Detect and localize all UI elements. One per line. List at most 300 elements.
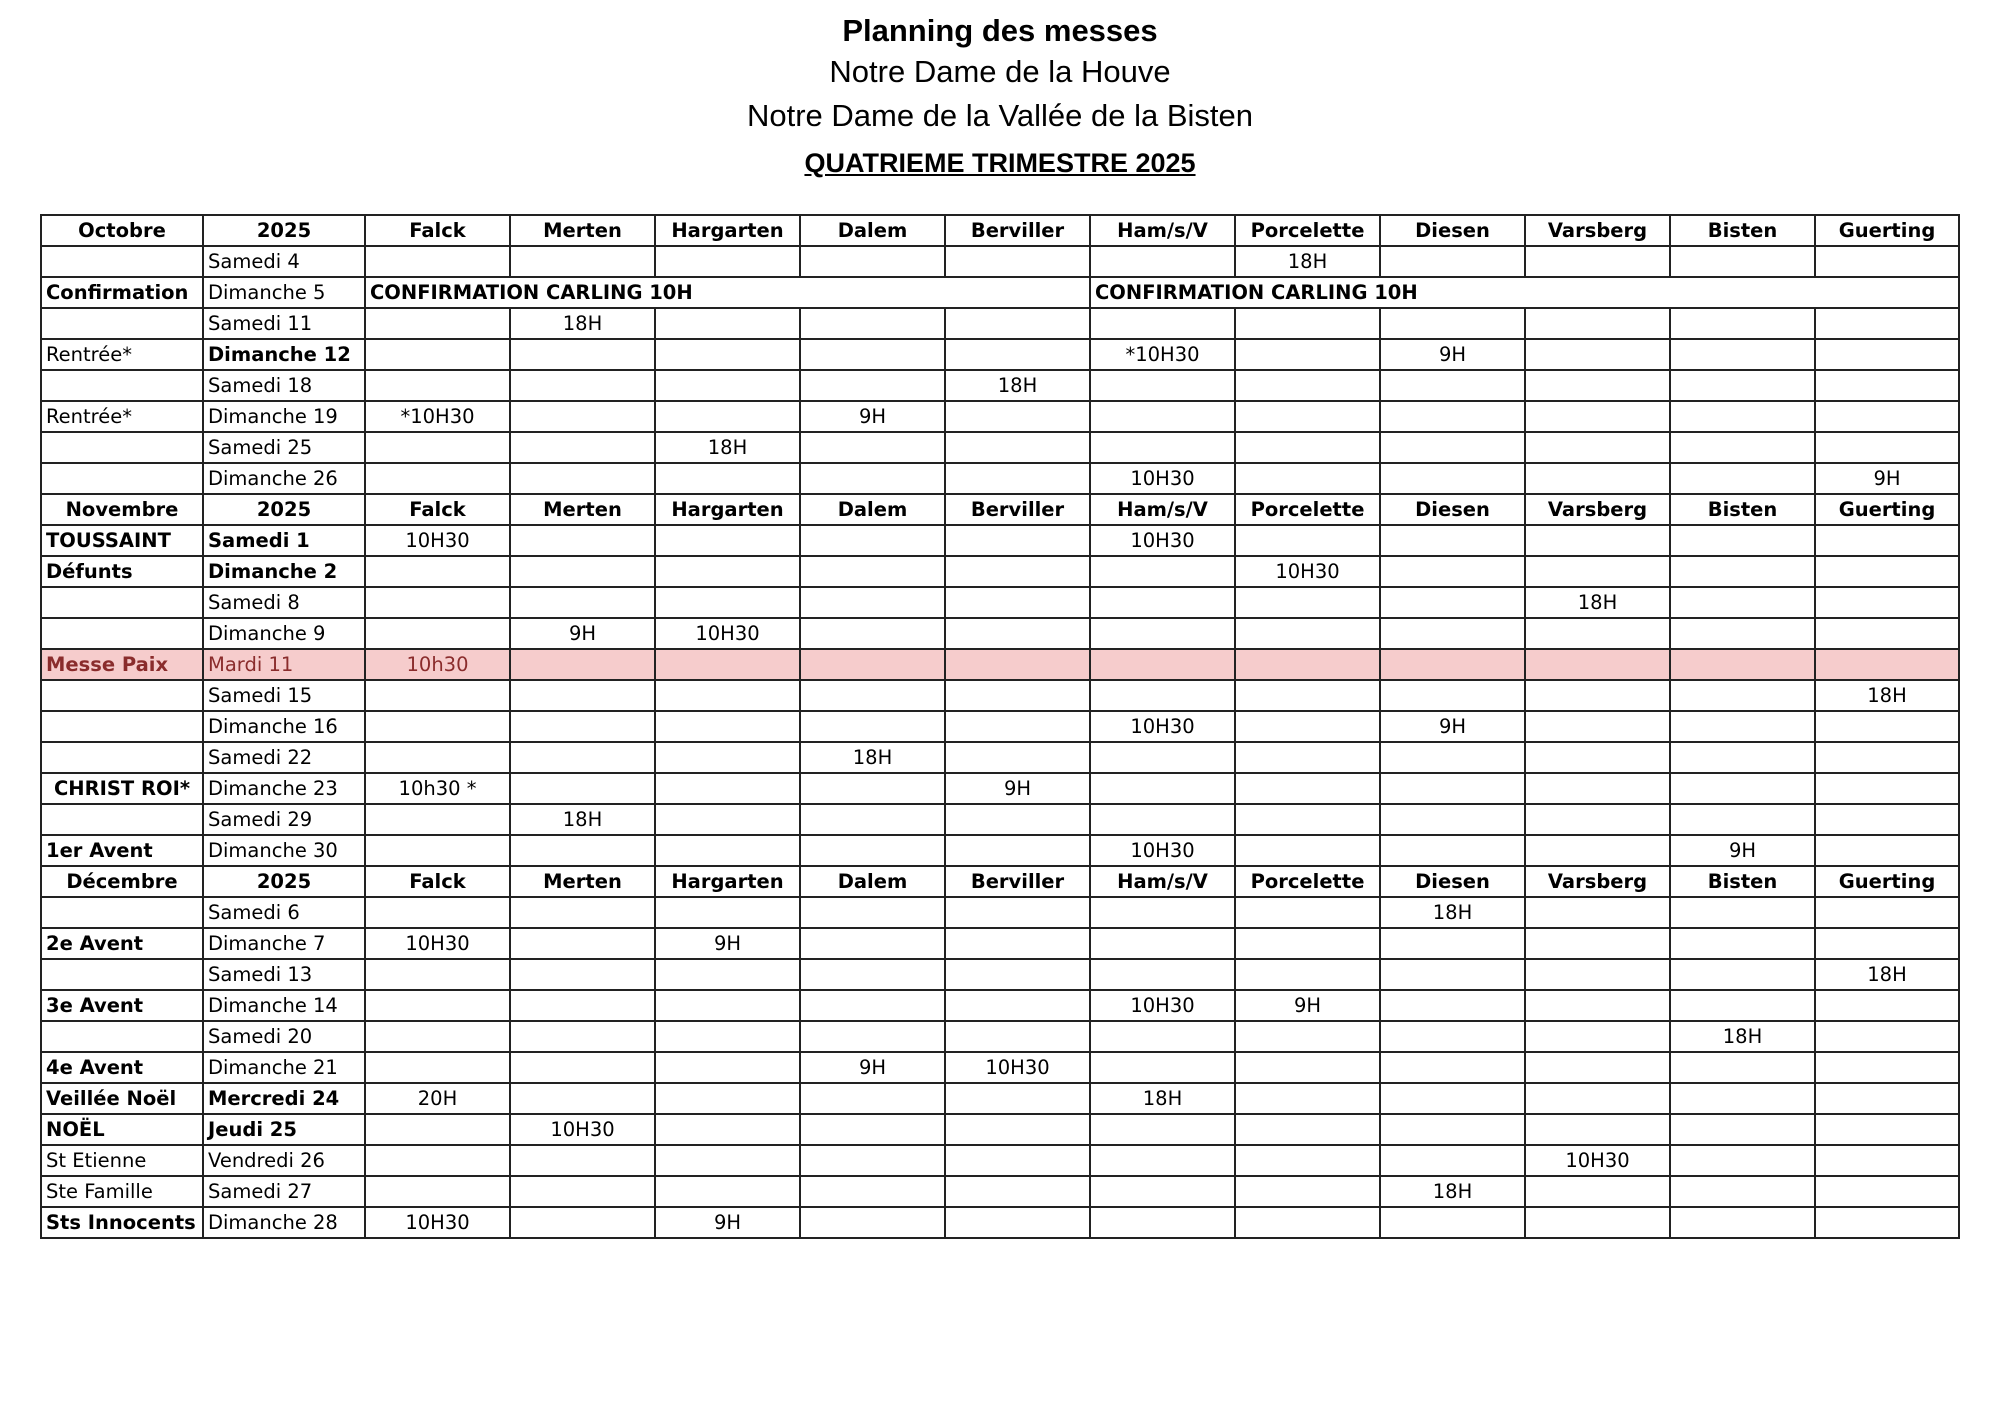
mass-time-merten [510,432,655,463]
mass-time-berviller [945,618,1090,649]
mass-time-diesen: 9H [1380,339,1525,370]
mass-time-merten [510,463,655,494]
mass-time-varsberg [1525,680,1670,711]
mass-time-varsberg [1525,959,1670,990]
mass-time-hargarten: 9H [655,1207,800,1238]
mass-time-bisten: 9H [1670,835,1815,866]
mass-time-varsberg [1525,1114,1670,1145]
mass-time-diesen [1380,370,1525,401]
site-header-bisten: Bisten [1670,866,1815,897]
schedule-row [41,525,1959,556]
schedule-row [41,742,1959,773]
mass-time-diesen [1380,1145,1525,1176]
schedule-row [41,1176,1959,1207]
mass-time-ham-s-v [1090,246,1235,277]
mass-time-hargarten [655,1021,800,1052]
mass-time-dalem [800,308,945,339]
mass-time-hargarten [655,246,800,277]
day-label: Dimanche 2 [203,556,365,587]
mass-time-berviller: 18H [945,370,1090,401]
mass-time-diesen: 18H [1380,1176,1525,1207]
mass-time-bisten [1670,1207,1815,1238]
mass-time-porcelette [1235,649,1380,680]
mass-time-guerting [1815,1207,1959,1238]
mass-time-bisten [1670,959,1815,990]
mass-time-falck [365,339,510,370]
site-header-ham-s-v: Ham/s/V [1090,494,1235,525]
mass-time-hargarten [655,339,800,370]
mass-time-porcelette [1235,1021,1380,1052]
mass-time-hargarten [655,897,800,928]
mass-time-berviller [945,742,1090,773]
mass-time-ham-s-v [1090,1114,1235,1145]
month-header-row [41,215,1959,246]
site-header-berviller: Berviller [945,215,1090,246]
mass-time-hargarten [655,370,800,401]
mass-time-guerting [1815,835,1959,866]
mass-time-porcelette [1235,711,1380,742]
mass-time-dalem: 18H [800,742,945,773]
mass-time-berviller [945,804,1090,835]
event-label: St Etienne [41,1145,203,1176]
site-header-merten: Merten [510,866,655,897]
mass-time-porcelette [1235,1052,1380,1083]
mass-time-ham-s-v [1090,742,1235,773]
mass-time-falck: *10H30 [365,401,510,432]
mass-time-falck: 10H30 [365,525,510,556]
mass-time-guerting [1815,928,1959,959]
mass-time-porcelette [1235,835,1380,866]
mass-time-bisten [1670,618,1815,649]
mass-time-bisten [1670,401,1815,432]
mass-time-varsberg [1525,308,1670,339]
mass-time-guerting [1815,1114,1959,1145]
mass-time-hargarten: 9H [655,928,800,959]
event-label [41,897,203,928]
day-label: Samedi 22 [203,742,365,773]
site-header-falck: Falck [365,866,510,897]
event-label [41,618,203,649]
mass-time-porcelette [1235,587,1380,618]
day-label: Dimanche 30 [203,835,365,866]
mass-time-dalem [800,711,945,742]
mass-time-bisten [1670,680,1815,711]
mass-time-diesen [1380,463,1525,494]
day-label: Mardi 11 [203,649,365,680]
mass-time-berviller [945,556,1090,587]
day-label: Samedi 18 [203,370,365,401]
mass-time-berviller [945,649,1090,680]
mass-time-diesen [1380,959,1525,990]
mass-time-falck [365,804,510,835]
mass-time-guerting [1815,370,1959,401]
site-header-diesen: Diesen [1380,494,1525,525]
site-header-hargarten: Hargarten [655,866,800,897]
day-label: Dimanche 12 [203,339,365,370]
mass-time-merten [510,587,655,618]
mass-schedule-table [40,214,1960,1239]
mass-time-ham-s-v: 10H30 [1090,463,1235,494]
mass-time-dalem [800,1145,945,1176]
mass-time-porcelette [1235,401,1380,432]
mass-time-falck: 20H [365,1083,510,1114]
mass-time-hargarten [655,525,800,556]
mass-time-guerting [1815,308,1959,339]
mass-time-varsberg [1525,432,1670,463]
mass-time-diesen [1380,1114,1525,1145]
mass-time-berviller [945,432,1090,463]
mass-time-guerting [1815,401,1959,432]
mass-time-berviller [945,1207,1090,1238]
day-label: Dimanche 5 [203,277,365,308]
site-header-falck: Falck [365,215,510,246]
mass-time-guerting: 18H [1815,680,1959,711]
mass-time-porcelette [1235,432,1380,463]
mass-time-dalem [800,1207,945,1238]
mass-time-dalem [800,990,945,1021]
schedule-row [41,370,1959,401]
event-label: Sts Innocents [41,1207,203,1238]
mass-time-ham-s-v [1090,618,1235,649]
mass-time-berviller [945,959,1090,990]
mass-time-berviller [945,1176,1090,1207]
mass-time-guerting [1815,1176,1959,1207]
mass-time-guerting [1815,618,1959,649]
mass-time-diesen [1380,1207,1525,1238]
mass-time-varsberg [1525,401,1670,432]
quarter-title: QUATRIEME TRIMESTRE 2025 [804,148,1196,178]
schedule-row [41,339,1959,370]
schedule-row [41,1207,1959,1238]
mass-time-dalem [800,556,945,587]
mass-time-dalem [800,1114,945,1145]
mass-time-merten [510,835,655,866]
mass-time-diesen [1380,246,1525,277]
event-label: Défunts [41,556,203,587]
site-header-falck: Falck [365,494,510,525]
mass-time-merten: 10H30 [510,1114,655,1145]
mass-time-ham-s-v [1090,773,1235,804]
schedule-row [41,463,1959,494]
mass-time-porcelette [1235,680,1380,711]
mass-time-varsberg [1525,990,1670,1021]
site-header-dalem: Dalem [800,866,945,897]
mass-time-falck: 10h30 [365,649,510,680]
event-label [41,432,203,463]
mass-time-berviller [945,1083,1090,1114]
schedule-row [41,928,1959,959]
mass-time-ham-s-v: 10H30 [1090,835,1235,866]
mass-time-falck [365,1114,510,1145]
mass-time-hargarten [655,463,800,494]
schedule-row [41,1114,1959,1145]
schedule-row [41,680,1959,711]
parish-name-houve: Notre Dame de la Houve [829,54,1171,89]
mass-time-merten [510,370,655,401]
mass-time-bisten [1670,370,1815,401]
event-label [41,1021,203,1052]
event-label: TOUSSAINT [41,525,203,556]
mass-time-merten [510,246,655,277]
mass-time-guerting [1815,556,1959,587]
mass-time-dalem [800,618,945,649]
mass-time-berviller [945,339,1090,370]
mass-time-diesen [1380,928,1525,959]
mass-time-hargarten [655,649,800,680]
mass-time-merten [510,1176,655,1207]
mass-time-falck [365,556,510,587]
mass-time-dalem [800,680,945,711]
mass-time-dalem [800,835,945,866]
mass-time-diesen: 18H [1380,897,1525,928]
mass-time-falck: 10H30 [365,928,510,959]
mass-time-guerting [1815,1021,1959,1052]
month-name: Décembre [41,866,203,897]
mass-time-varsberg [1525,897,1670,928]
site-header-dalem: Dalem [800,494,945,525]
day-label: Samedi 27 [203,1176,365,1207]
mass-time-berviller [945,308,1090,339]
schedule-row [41,835,1959,866]
mass-time-falck [365,1052,510,1083]
mass-time-porcelette [1235,1114,1380,1145]
mass-time-diesen [1380,773,1525,804]
mass-time-bisten [1670,1114,1815,1145]
mass-time-bisten [1670,742,1815,773]
mass-time-porcelette [1235,339,1380,370]
day-label: Dimanche 23 [203,773,365,804]
mass-time-diesen [1380,556,1525,587]
mass-time-porcelette [1235,618,1380,649]
day-label: Samedi 20 [203,1021,365,1052]
mass-time-ham-s-v [1090,959,1235,990]
mass-time-porcelette [1235,1176,1380,1207]
mass-time-berviller [945,401,1090,432]
mass-time-berviller [945,463,1090,494]
mass-time-berviller [945,587,1090,618]
mass-time-hargarten: 10H30 [655,618,800,649]
event-label: 4e Avent [41,1052,203,1083]
mass-time-merten [510,742,655,773]
schedule-row [41,587,1959,618]
event-label: Rentrée* [41,401,203,432]
mass-time-merten [510,680,655,711]
mass-time-hargarten [655,1114,800,1145]
mass-time-falck [365,711,510,742]
day-label: Samedi 6 [203,897,365,928]
schedule-row [41,804,1959,835]
mass-time-varsberg [1525,246,1670,277]
mass-time-berviller [945,1145,1090,1176]
mass-time-varsberg [1525,370,1670,401]
site-header-diesen: Diesen [1380,215,1525,246]
mass-time-ham-s-v [1090,897,1235,928]
mass-time-dalem [800,928,945,959]
mass-time-hargarten [655,587,800,618]
confirmation-note: CONFIRMATION CARLING 10H [365,277,1090,308]
confirmation-note: CONFIRMATION CARLING 10H [1090,277,1959,308]
mass-time-bisten [1670,587,1815,618]
mass-time-ham-s-v [1090,432,1235,463]
mass-time-dalem [800,463,945,494]
mass-time-varsberg [1525,835,1670,866]
mass-time-guerting: 9H [1815,463,1959,494]
event-label: NOËL [41,1114,203,1145]
mass-time-hargarten [655,804,800,835]
mass-time-bisten: 18H [1670,1021,1815,1052]
mass-time-falck [365,246,510,277]
mass-time-merten [510,1083,655,1114]
mass-time-falck [365,370,510,401]
mass-time-varsberg [1525,649,1670,680]
event-label [41,742,203,773]
mass-time-bisten [1670,1145,1815,1176]
mass-time-falck: 10H30 [365,1207,510,1238]
schedule-row [41,959,1959,990]
mass-time-porcelette: 10H30 [1235,556,1380,587]
schedule-row [41,1145,1959,1176]
mass-time-varsberg [1525,525,1670,556]
mass-time-hargarten [655,1083,800,1114]
mass-time-varsberg: 18H [1525,587,1670,618]
month-year: 2025 [203,215,365,246]
mass-time-hargarten [655,773,800,804]
day-label: Dimanche 28 [203,1207,365,1238]
mass-time-guerting [1815,1083,1959,1114]
mass-time-guerting [1815,742,1959,773]
mass-time-diesen [1380,742,1525,773]
mass-time-ham-s-v [1090,928,1235,959]
mass-time-varsberg [1525,773,1670,804]
mass-time-guerting [1815,432,1959,463]
mass-time-falck [365,990,510,1021]
event-label: 3e Avent [41,990,203,1021]
schedule-row [41,649,1959,680]
mass-time-berviller [945,1021,1090,1052]
mass-time-hargarten [655,556,800,587]
event-label [41,308,203,339]
mass-time-ham-s-v: *10H30 [1090,339,1235,370]
site-header-bisten: Bisten [1670,215,1815,246]
mass-time-falck [365,680,510,711]
mass-time-hargarten [655,742,800,773]
mass-time-falck [365,1021,510,1052]
mass-time-varsberg [1525,742,1670,773]
mass-time-porcelette [1235,773,1380,804]
mass-time-dalem [800,649,945,680]
site-header-porcelette: Porcelette [1235,866,1380,897]
mass-time-varsberg [1525,928,1670,959]
mass-time-dalem [800,1176,945,1207]
mass-time-guerting [1815,246,1959,277]
mass-time-hargarten [655,1176,800,1207]
site-header-hargarten: Hargarten [655,494,800,525]
mass-time-guerting [1815,773,1959,804]
mass-time-merten [510,1145,655,1176]
site-header-varsberg: Varsberg [1525,215,1670,246]
mass-time-merten: 9H [510,618,655,649]
mass-time-guerting [1815,587,1959,618]
mass-time-merten [510,959,655,990]
mass-time-porcelette [1235,525,1380,556]
mass-time-porcelette [1235,1083,1380,1114]
schedule-body [41,215,1959,1238]
day-label: Dimanche 21 [203,1052,365,1083]
mass-time-merten [510,556,655,587]
month-year: 2025 [203,866,365,897]
mass-time-bisten [1670,1176,1815,1207]
mass-time-ham-s-v [1090,587,1235,618]
site-header-ham-s-v: Ham/s/V [1090,215,1235,246]
mass-time-falck [365,308,510,339]
event-label: Messe Paix [41,649,203,680]
mass-time-diesen [1380,1083,1525,1114]
day-label: Samedi 8 [203,587,365,618]
mass-time-bisten [1670,556,1815,587]
mass-time-berviller [945,990,1090,1021]
mass-time-falck [365,1145,510,1176]
mass-time-varsberg [1525,463,1670,494]
mass-time-hargarten [655,1145,800,1176]
mass-time-guerting [1815,804,1959,835]
mass-time-diesen [1380,835,1525,866]
mass-time-merten [510,711,655,742]
month-header-row [41,866,1959,897]
mass-time-dalem: 9H [800,1052,945,1083]
mass-time-diesen [1380,587,1525,618]
mass-time-hargarten [655,990,800,1021]
day-label: Dimanche 7 [203,928,365,959]
mass-time-merten: 18H [510,308,655,339]
mass-time-falck [365,432,510,463]
schedule-row [41,1021,1959,1052]
mass-time-dalem [800,525,945,556]
mass-time-varsberg [1525,1052,1670,1083]
mass-time-varsberg [1525,1176,1670,1207]
mass-time-diesen [1380,1021,1525,1052]
mass-time-porcelette: 9H [1235,990,1380,1021]
mass-time-bisten [1670,1052,1815,1083]
schedule-row [41,246,1959,277]
event-label [41,246,203,277]
mass-time-dalem [800,897,945,928]
page-title: Planning des messes [842,13,1158,48]
mass-time-merten [510,525,655,556]
mass-time-merten [510,1021,655,1052]
mass-time-falck: 10h30 * [365,773,510,804]
mass-time-dalem [800,804,945,835]
mass-time-bisten [1670,525,1815,556]
mass-time-ham-s-v: 18H [1090,1083,1235,1114]
schedule-row [41,618,1959,649]
mass-time-ham-s-v [1090,1207,1235,1238]
mass-time-guerting: 18H [1815,959,1959,990]
mass-time-ham-s-v [1090,308,1235,339]
mass-time-diesen [1380,680,1525,711]
mass-time-merten: 18H [510,804,655,835]
mass-time-merten [510,990,655,1021]
mass-time-porcelette [1235,742,1380,773]
schedule-row [41,773,1959,804]
mass-time-hargarten [655,680,800,711]
mass-time-dalem [800,246,945,277]
event-label: 2e Avent [41,928,203,959]
mass-time-diesen [1380,649,1525,680]
mass-time-diesen [1380,401,1525,432]
mass-time-varsberg [1525,711,1670,742]
mass-time-diesen [1380,1052,1525,1083]
mass-time-diesen [1380,525,1525,556]
